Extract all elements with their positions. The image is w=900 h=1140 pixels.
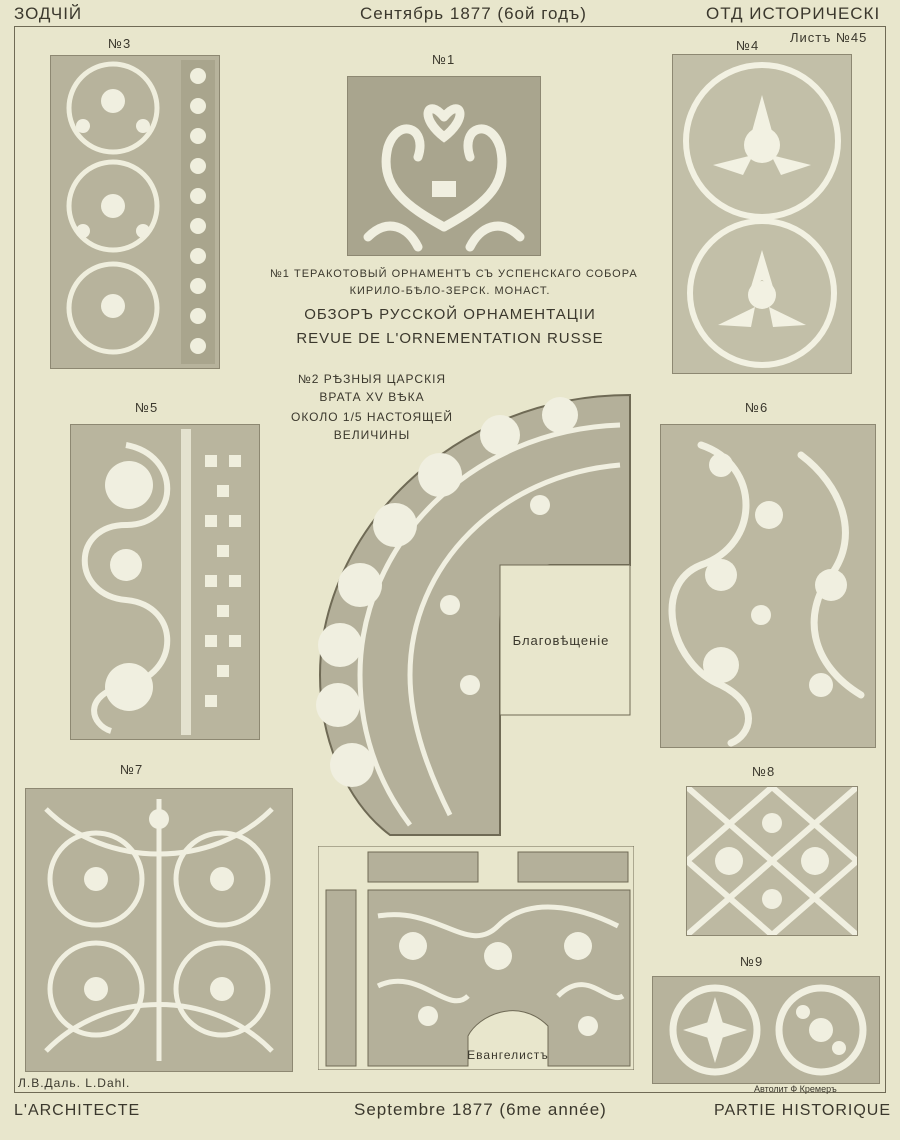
plate-5-ornament [70, 424, 260, 740]
footer-journal-french: L'ARCHITECTE [14, 1102, 141, 1119]
header-journal-title: ЗОДЧІЙ [14, 4, 83, 23]
plate-6-ornament [660, 424, 876, 748]
evangelist-label: Евангелистъ [467, 1048, 549, 1062]
caption-2-line2: ВРАТА XV ВѢКА [319, 390, 425, 404]
sheet-number: Листъ №45 [790, 30, 868, 45]
plate-8-number: №8 [752, 764, 776, 779]
plate-4-number: №4 [736, 38, 760, 53]
caption-1-line2: КИРИЛО-БѢЛО-ЗЕРСК. МОНАСТ. [349, 285, 551, 297]
header-section: ОТД ИСТОРИЧЕСКІ [706, 4, 881, 23]
plate-3-ornament [50, 55, 220, 369]
plate-1-number: №1 [432, 52, 456, 67]
annunciation-label: Благовѣщеніе [512, 633, 610, 648]
left-rule [14, 26, 15, 1092]
plate-9-number: №9 [740, 954, 764, 969]
plate-7-ornament [25, 788, 293, 1072]
footer-section-french: PARTIE HISTORIQUE [714, 1102, 892, 1119]
caption-2-line4: ВЕЛИЧИНЫ [333, 428, 411, 442]
right-rule [885, 26, 886, 1092]
lithographer-credit: Автолит Ф Кремеръ [754, 1084, 837, 1094]
header-date: Сентябрь 1877 (6ой годъ) [360, 4, 587, 23]
plate-3-number: №3 [108, 36, 132, 51]
plate-9-ornament [652, 976, 880, 1084]
caption-2-line3: ОКОЛО 1/5 НАСТОЯЩЕЙ [290, 410, 454, 424]
plate-5-number: №5 [135, 400, 159, 415]
plate-6-number: №6 [745, 400, 769, 415]
plate-7-number: №7 [120, 762, 144, 777]
plate-2-royal-doors-arch [300, 385, 635, 840]
title-russian: ОБЗОРЪ РУССКОЙ ОРНАМЕНТАЦІИ [304, 306, 596, 323]
plate-2-door-panel [318, 846, 634, 1070]
caption-2-line1: №2 РѢЗНЫЯ ЦАРСКІЯ [297, 372, 447, 386]
footer-date-french: Septembre 1877 (6me année) [354, 1100, 607, 1119]
plate-4-ornament [672, 54, 852, 374]
author-signature: Л.В.Даль. L.Dahl. [18, 1076, 131, 1090]
plate-8-ornament [686, 786, 858, 936]
caption-1-line1: №1 ТЕРАКОТОВЫЙ ОРНАМЕНТЪ СЪ УСПЕНСКАГО СОБОРА [270, 268, 638, 280]
title-french: REVUE DE L'ORNEMENTATION RUSSE [296, 330, 604, 347]
plate-1-ornament [347, 76, 541, 256]
top-rule [14, 26, 886, 27]
